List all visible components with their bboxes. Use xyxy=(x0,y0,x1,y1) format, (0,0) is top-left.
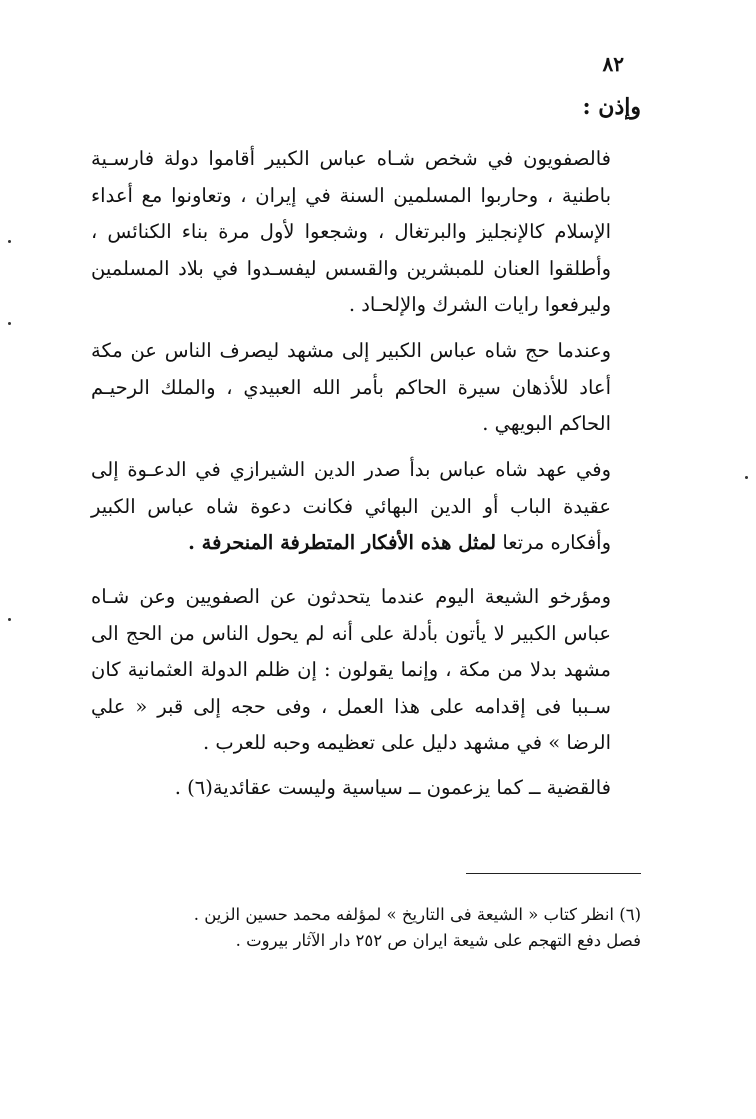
section-heading: وإذن : xyxy=(582,94,641,120)
footnote-line-2: فصل دفع التهجم على شيعة ايران ص ٢٥٢ دار الآثار بيروت . xyxy=(235,931,641,950)
paragraph-4: ومؤرخو الشيعة اليوم عندما يتحدثون عن الصفويين وعن شـاه عباس الكبير لا يأتون بأدلة على أنه لم يحول الناس من الحج الى مشهد بدلا من مكة ، وإنما يقولون : إن ظلم الدولة العثمانية كان سـببا فى إقدامه على هذا العمل ، وفى حجه إلى قبر « علي الرضا » في مشهد دليل على تعظيمه وحبه للعرب . xyxy=(91,585,611,754)
paragraph-3-text: وفي عهد شاه عباس بدأ صدر الدين الشيرازي في الدعـوة إلى عقيدة الباب أو الدين البهائي فكانت دعوة شاه عباس الكبير وأفكاره مرتعا xyxy=(91,458,611,554)
scan-speck xyxy=(8,240,11,243)
scan-speck xyxy=(8,618,11,621)
footnote xyxy=(121,902,641,954)
page-number: ٨٢ xyxy=(602,52,624,76)
paragraph-5: فالقضية ــ كما يزعمون ــ سياسية وليست عقائدية(٦) . xyxy=(174,776,611,799)
footnote-line-1: (٦) انظر كتاب « الشيعة فى التاريخ » لمؤلفه محمد حسين الزين . xyxy=(193,905,641,924)
paragraph-3 xyxy=(91,452,641,562)
footnote-divider xyxy=(466,873,641,874)
scan-speck xyxy=(8,322,11,325)
paragraph-1: فالصفويون في شخص شـاه عباس الكبير أقاموا دولة فارسـية باطنية ، وحاربوا المسلمين السنة في إيران ، وتعاونوا مع أعداء الإسلام كالإنجليز والبرتغال ، وشجعوا لأول مرة بناء الكنائس ، وأطلقوا العنان للمبشرين والقسس ليفسـدوا في بلاد المسلمين وليرفعوا رايات الشرك والإلحـاد . xyxy=(91,147,611,316)
paragraph-2: وعندما حج شاه عباس الكبير إلى مشهد ليصرف الناس عن مكة أعاد للأذهان سيرة الحاكم بأمر الله العبيدي ، والملك الرحيـم الحاكم البويهي . xyxy=(91,339,611,435)
scan-speck xyxy=(745,476,748,479)
paragraph-3-bold-text: لمثل هذه الأفكار المتطرفة المنحرفة . xyxy=(188,531,497,554)
